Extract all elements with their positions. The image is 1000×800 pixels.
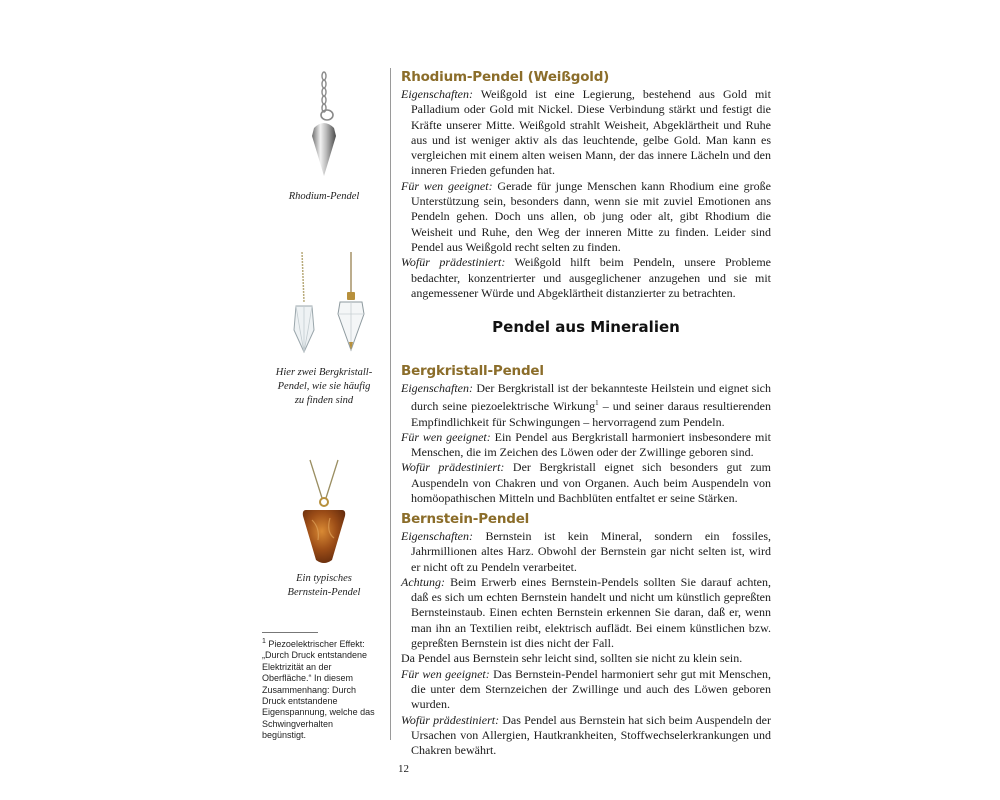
attention-label: Achtung:	[401, 574, 445, 589]
section-bernstein	[401, 511, 771, 758]
caption-line: Pendel, wie sie häufig	[277, 381, 371, 392]
predestined-label: Wofür prädestiniert:	[401, 255, 506, 270]
predestined-label: Wofür prädestiniert:	[401, 460, 505, 475]
amber-pendulum-image	[260, 458, 388, 566]
predestined-text: Weißgold hilft beim Pendeln, unsere Probleme bedachter, konzentrierter und ausgeglichener anzugehen und sie mit angemessener Würde und Abgeklärtheit distanzierter zu betrachten.	[411, 255, 771, 300]
minerals-heading: Pendel aus Mineralien	[492, 318, 680, 336]
section-bergkristall	[401, 363, 771, 506]
suitable-text: Gerade für junge Menschen kann Rhodium eine große Unterstützung sein, besonders dann, wenn sie mit zuviel Emotionen ans Pendeln gehen. Doch uns allen, ob jung oder alt, gibt Rhodium die Weisheit und Ruhe, den Weg der inneren Mitte zu finden. Leider sind Pendel aus Weißgold recht selten zu finden.	[411, 178, 771, 254]
caption-line: Rhodium-Pendel	[288, 191, 360, 202]
caption-line: Hier zwei Bergkristall-	[275, 367, 373, 378]
properties-label: Eigenschaften:	[401, 529, 473, 543]
predestined-text: Das Pendel aus Bernstein hat sich beim Auspendeln der Ursachen von Allergien, Hautkrankheiten, Stoffwechselerkrankungen und Chakren bewährt.	[411, 712, 771, 758]
section-title: Bernstein-Pendel	[401, 511, 530, 527]
predestined-paragraph	[401, 460, 771, 506]
properties-text: Bernstein ist kein Mineral, sondern ein fossiles, Jahrmillionen altes Harz. Obwohl der Bernstein gar nicht selten ist, wird er nicht oft zu Pendeln verarbeitet.	[411, 529, 771, 574]
predestined-text: Der Bergkristall eignet sich besonders gut zum Auspendeln von Chakren und von Organen. Auch beim Auspendeln von homöopathischen Mitteln und Bachblüten entfaltet er seine Stärken.	[411, 460, 772, 506]
section-body	[401, 529, 771, 758]
predestined-paragraph	[401, 713, 771, 759]
caption-line: zu finden sind	[294, 395, 354, 406]
caption-line: Ein typisches	[296, 573, 352, 584]
rhodium-pendulum-caption	[262, 190, 386, 204]
properties-paragraph	[401, 87, 771, 179]
attention-paragraph	[401, 575, 771, 651]
amber-pendulum-caption	[262, 572, 386, 600]
properties-text-continued: – und seiner daraus resultierenden Empfindlichkeit für Schwingungen – hervorragend zum Pendeln.	[411, 399, 771, 429]
predestined-paragraph	[401, 255, 771, 301]
suitable-text: Das Bernstein-Pendel harmoniert sehr gut mit Menschen, die unter dem Sternzeichen der Zwillinge und auch des Löwen geboren wurden.	[411, 666, 771, 712]
suitable-label: Für wen geeignet:	[401, 666, 490, 681]
properties-paragraph	[401, 381, 771, 430]
rhodium-pendulum-image	[260, 70, 388, 182]
attention-paragraph-2	[401, 651, 771, 666]
predestined-label: Wofür prädestiniert:	[401, 712, 500, 727]
section-title: Bergkristall-Pendel	[401, 363, 544, 379]
attention-text: Beim Erwerb eines Bernstein-Pendels sollten Sie darauf achten, daß es sich um echten Bernstein handelt und nicht um künstlich gepreßten Bernsteinstaub. Einen echten Bernstein erkennen Sie daran, daß er, wenn man ihn an Textilien reibt, elektrisch auflädt. Bei einem künstlichen bzw. gepreßten Bernstein ist dies nicht der Fall.	[411, 574, 772, 651]
footnote-text: Piezoelektrischer Effekt: „Durch Druck entstandene Elektrizität an der Oberfläche.“ In diesem Zusammenhang: Durch Druck entstandene Eigenspannung, welche das Schwingverhalten begünstigt.	[262, 639, 375, 741]
properties-label: Eigenschaften:	[401, 87, 473, 101]
footnote	[262, 636, 378, 742]
rock-crystal-caption	[262, 366, 386, 408]
properties-paragraph	[401, 529, 771, 575]
section-title: Rhodium-Pendel (Weißgold)	[401, 69, 610, 85]
section-body	[401, 87, 771, 301]
properties-text: Der Bergkristall ist der bekannteste Heilstein und eignet sich durch seine piezoelektrische Wirkung	[411, 381, 772, 414]
attention-text-2: Da Pendel aus Bernstein sehr leicht sind, sollten sie nicht zu klein sein.	[401, 651, 743, 666]
caption-line: Bernstein-Pendel	[287, 587, 361, 598]
suitable-text: Ein Pendel aus Bergkristall harmoniert insbesondere mit Menschen, die im Zeichen des Löwen oder der Zwillinge geboren sind.	[411, 429, 771, 460]
suitable-label: Für wen geeignet:	[401, 178, 493, 193]
section-body	[401, 381, 771, 506]
properties-label: Eigenschaften:	[401, 381, 473, 395]
footnote-number: 1	[262, 638, 266, 645]
suitable-paragraph	[401, 430, 771, 461]
suitable-paragraph	[401, 667, 771, 713]
rock-crystal-pendulums-image	[260, 250, 388, 356]
section-rhodium	[401, 69, 771, 301]
column-divider	[390, 68, 391, 740]
suitable-label: Für wen geeignet:	[401, 429, 491, 444]
suitable-paragraph	[401, 179, 771, 255]
properties-text: Weißgold ist eine Legierung, bestehend aus Gold mit Palladium oder Gold mit Nickel. Diese Verbindung stärkt und festigt die Kräfte unserer Mitte. Weißgold strahlt Weisheit, Abgeklärtheit und Ruhe aus und ist weniger aktiv als das leuchtende, gelbe Gold. Man kann es vergleichen mit einem alten weisen Mann, der das innere Lächeln und den inneren Frieden gefunden hat.	[411, 87, 771, 178]
footnote-divider	[262, 632, 318, 633]
footnote-marker: 1	[595, 399, 599, 408]
page-number: 12	[398, 763, 409, 775]
